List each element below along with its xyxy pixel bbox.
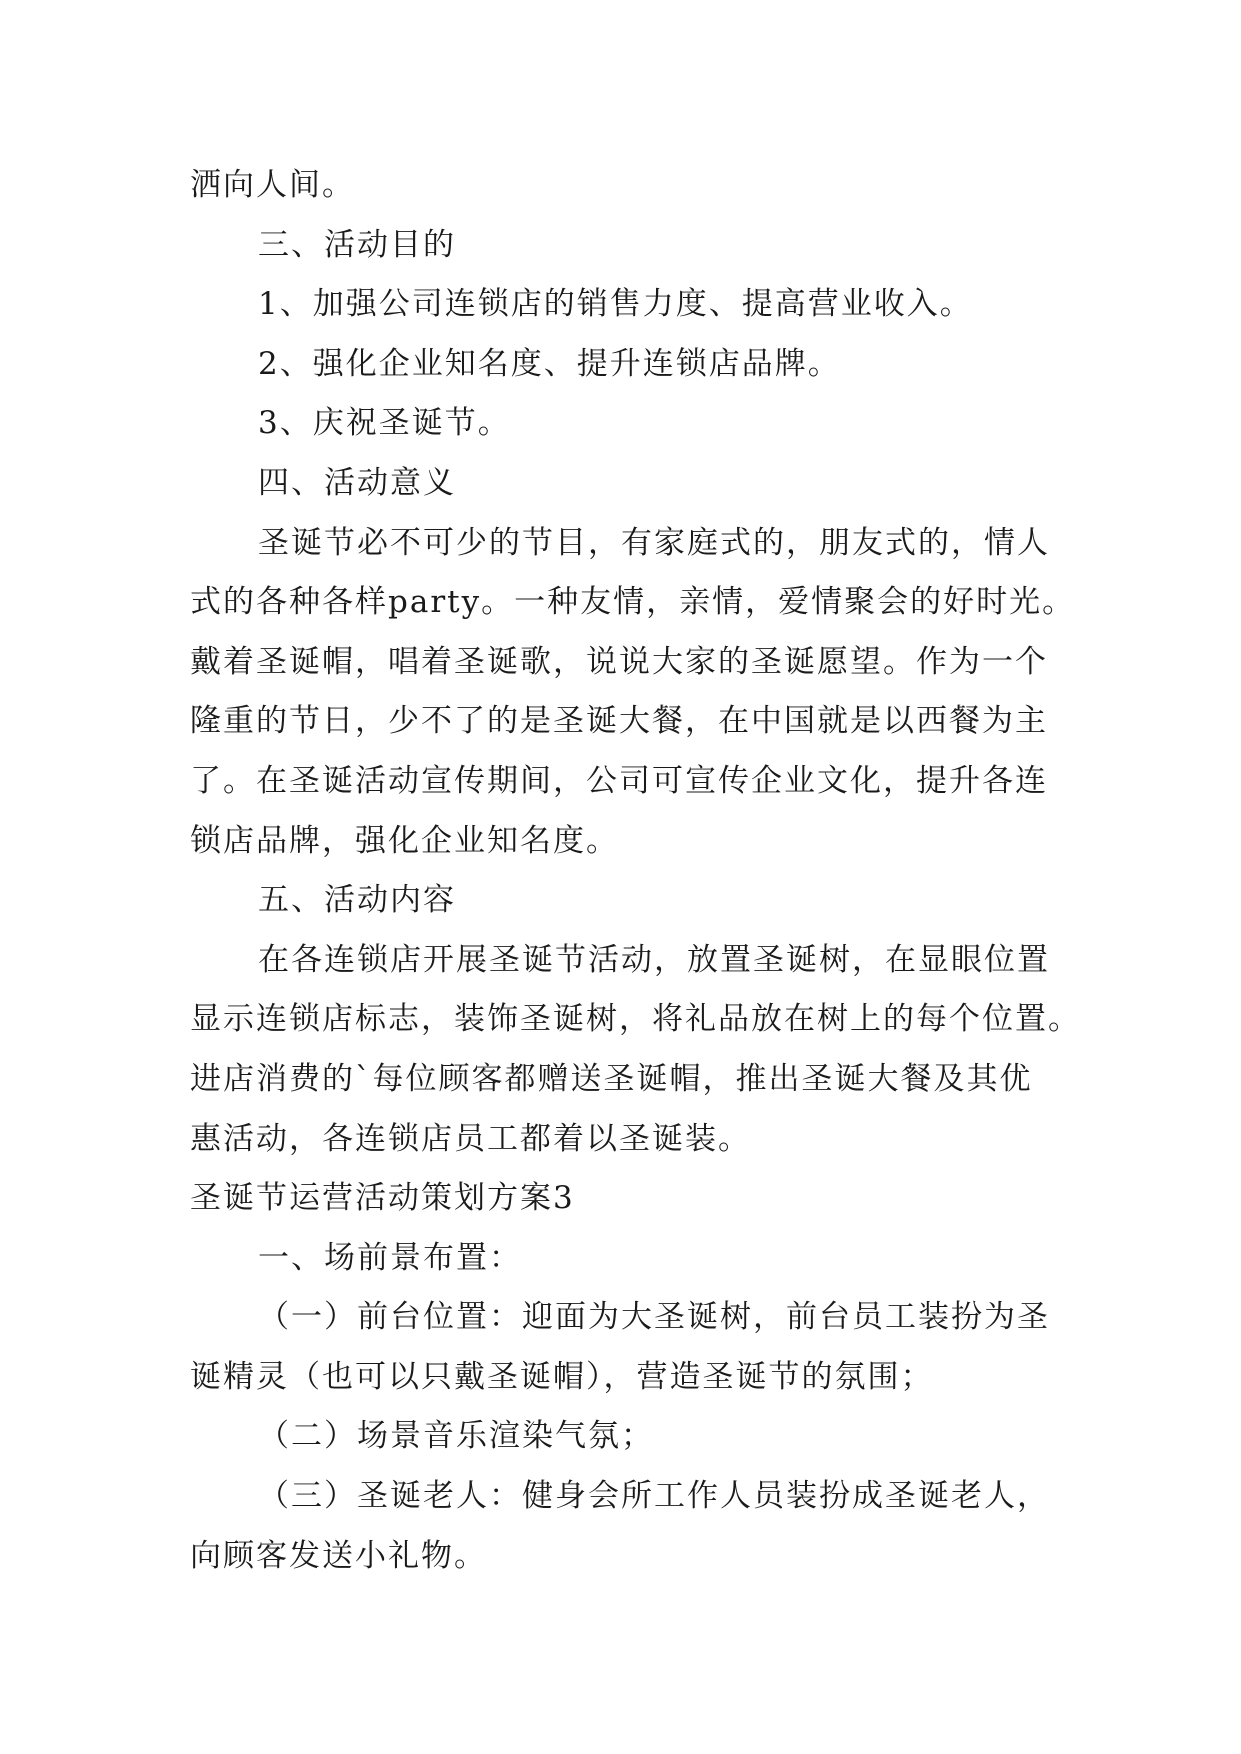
text-line: 锁店品牌，强化企业知名度。 bbox=[190, 822, 619, 859]
text-line: 向顾客发送小礼物。 bbox=[190, 1537, 487, 1574]
section-heading: 五、活动内容 bbox=[258, 882, 456, 919]
list-item: 3、庆祝圣诞节。 bbox=[258, 405, 511, 442]
list-item: 1、加强公司连锁店的销售力度、提高营业收入。 bbox=[258, 286, 973, 323]
text-line: 圣诞节必不可少的节目，有家庭式的，朋友式的，情人 bbox=[258, 524, 1050, 561]
text-line: （一）前台位置：迎面为大圣诞树，前台员工装扮为圣 bbox=[258, 1299, 1050, 1336]
text-line: 诞精灵（也可以只戴圣诞帽），营造圣诞节的氛围； bbox=[190, 1358, 934, 1395]
section-heading: 一、场前景布置： bbox=[258, 1239, 522, 1276]
text-line: 戴着圣诞帽，唱着圣诞歌，说说大家的圣诞愿望。作为一个 bbox=[190, 643, 1048, 680]
text-line: 在各连锁店开展圣诞节活动，放置圣诞树，在显眼位置 bbox=[258, 941, 1050, 978]
text-line: 惠活动，各连锁店员工都着以圣诞装。 bbox=[190, 1120, 751, 1157]
text-line: 洒向人间。 bbox=[190, 167, 355, 203]
document-page bbox=[190, 156, 1081, 1586]
text-line: 式的各种各样party。一种友情，亲情，爱情聚会的好时光。 bbox=[190, 584, 1076, 621]
text-line: 了。在圣诞活动宣传期间，公司可宣传企业文化，提升各连 bbox=[190, 762, 1048, 799]
text-line: 隆重的节日，少不了的是圣诞大餐，在中国就是以西餐为主 bbox=[190, 703, 1048, 740]
text-line: 显示连锁店标志，装饰圣诞树，将礼品放在树上的每个位置。 bbox=[190, 1001, 1081, 1038]
text-line: （三）圣诞老人：健身会所工作人员装扮成圣诞老人， bbox=[258, 1478, 1050, 1515]
document-title: 圣诞节运营活动策划方案3 bbox=[190, 1180, 575, 1217]
section-heading: 四、活动意义 bbox=[258, 464, 456, 501]
list-item: 2、强化企业知名度、提升连锁店品牌。 bbox=[258, 345, 841, 382]
section-heading: 三、活动目的 bbox=[258, 226, 456, 263]
text-line: 进店消费的`每位顾客都赠送圣诞帽，推出圣诞大餐及其优 bbox=[190, 1060, 1033, 1097]
text-line: （二）场景音乐渲染气氛； bbox=[258, 1418, 654, 1455]
